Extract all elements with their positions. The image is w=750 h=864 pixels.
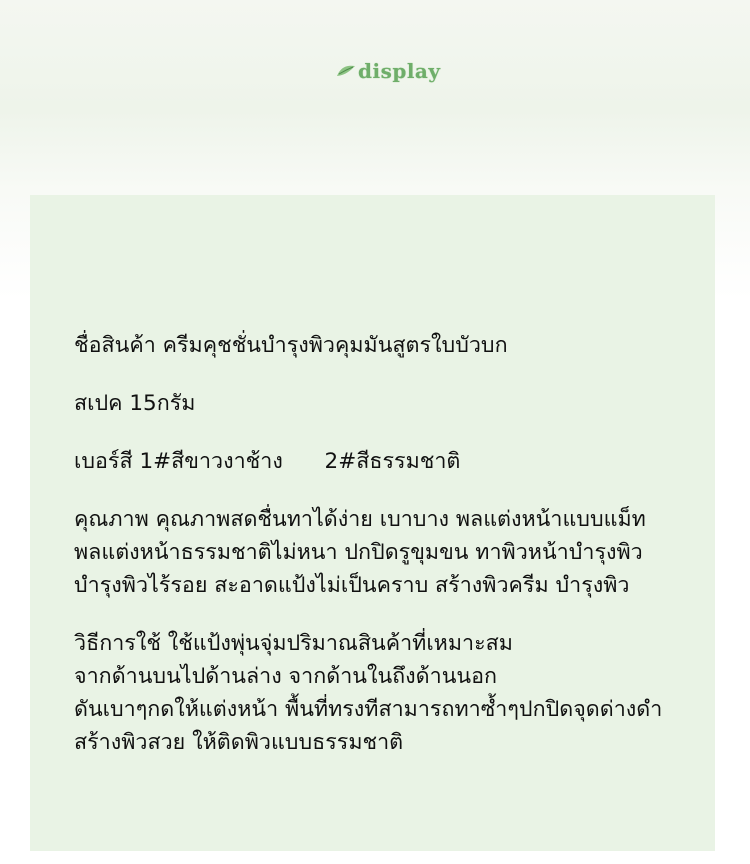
shade-2: 2#สีธรรมชาติ bbox=[324, 449, 461, 474]
usage-paragraph bbox=[74, 627, 709, 759]
spec-label: สเปค bbox=[74, 391, 123, 416]
product-name-label: ชื่อสินค้า bbox=[74, 333, 156, 358]
usage-line: วิธีการใช้ ใช้แป้งพุ่นจุ่มปริมาณสินค้าที่เหมาะสม bbox=[74, 631, 513, 656]
quality-line: บำรุงพิวไร้รอย สะอาดแป้งไม่เป็นคราบ สร้างพิวครีม บำรุงพิว bbox=[74, 573, 630, 598]
product-info-card bbox=[30, 195, 715, 851]
product-name-value: ครีมคุชชั่นบำรุงพิวคุมมันสูตรใบบัวบก bbox=[162, 333, 508, 358]
shade-1: 1#สีขาวงาช้าง bbox=[139, 449, 283, 474]
quality-paragraph bbox=[74, 503, 709, 602]
shade-label: เบอร์สี bbox=[74, 449, 133, 474]
product-description bbox=[74, 329, 709, 784]
spec-row bbox=[74, 387, 709, 420]
spec-value: 15กรัม bbox=[129, 391, 196, 416]
logo-text: display bbox=[358, 59, 441, 83]
shade-row bbox=[74, 445, 709, 478]
usage-line: จากด้านบนไปด้านล่าง จากด้านในถึงด้านนอก bbox=[74, 664, 498, 689]
usage-line: สร้างพิวสวย ให้ติดพิวแบบธรรมชาติ bbox=[74, 730, 404, 755]
usage-line: ดันเบาๆกดให้แต่งหน้า พื้นที่ทรงทีสามารถทาซ้ำๆปกปิดจุดด่างดำ bbox=[74, 697, 663, 722]
quality-line: คุณภาพ คุณภาพสดชื่นทาได้ง่าย เบาบาง พลแต่งหน้าแบบแม็ท bbox=[74, 507, 646, 532]
leaf-logo-icon bbox=[336, 63, 356, 79]
product-name-row bbox=[74, 329, 709, 362]
quality-line: พลแต่งหน้าธรรมชาติไม่หนา ปกปิดรูขุมขน ทาพิวหน้าบำรุงพิว bbox=[74, 540, 643, 565]
brand-logo bbox=[336, 56, 486, 86]
